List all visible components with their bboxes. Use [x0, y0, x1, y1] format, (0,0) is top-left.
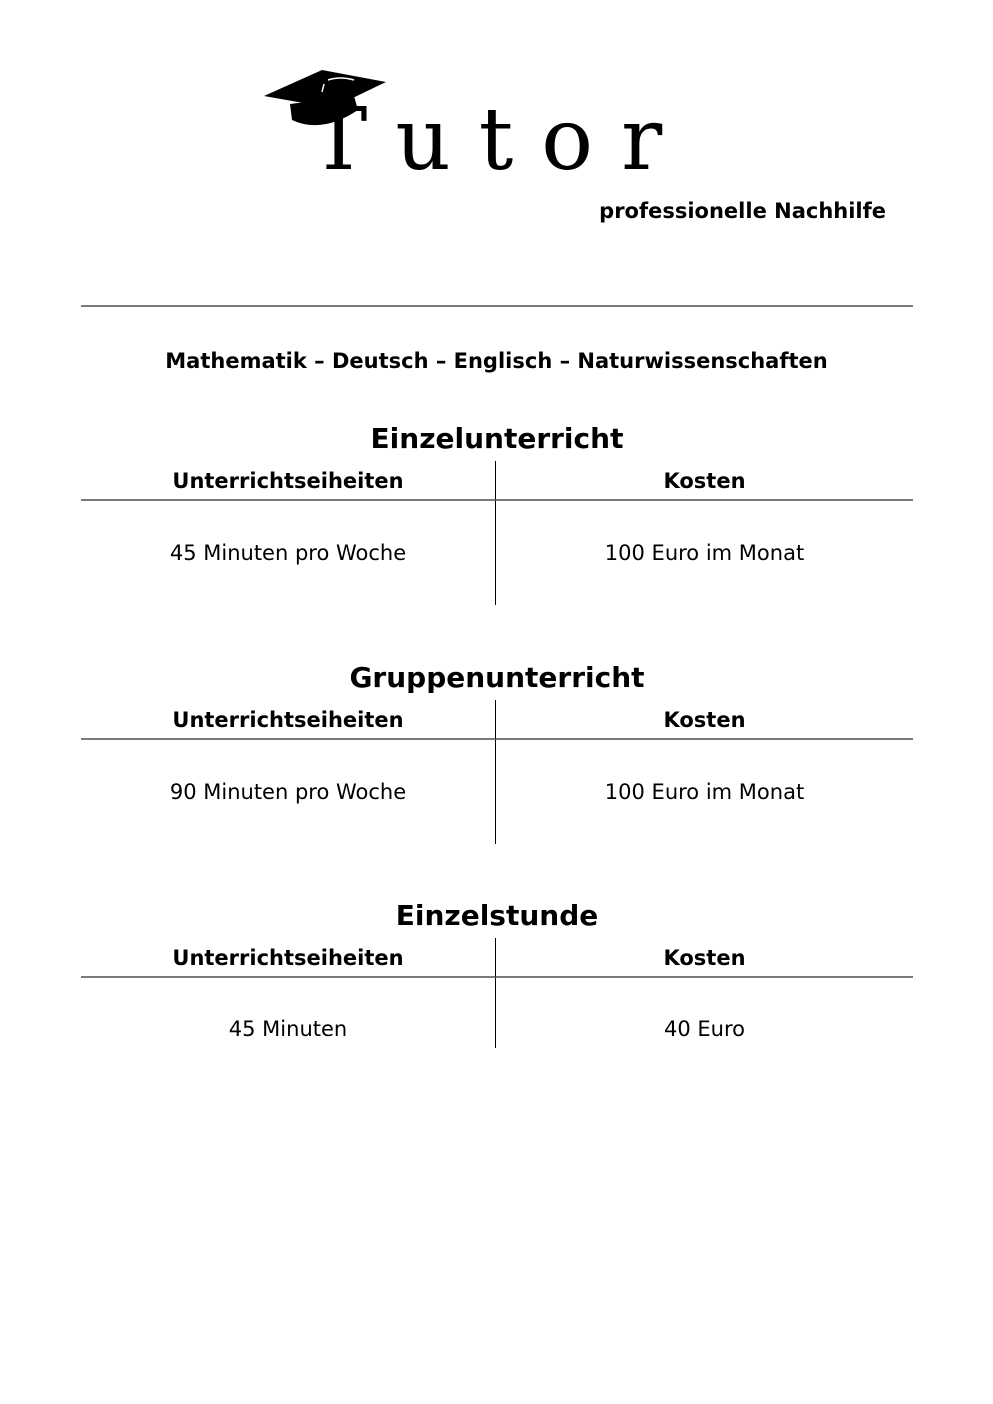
logo [262, 66, 702, 192]
section-title: Einzelstunde [395, 899, 599, 932]
cost-value: 100 Euro im Monat [604, 780, 805, 804]
units-value: 90 Minuten pro Woche [81, 740, 496, 844]
tagline: professionelle Nachhilfe [599, 199, 886, 223]
section-einzelunterricht [81, 417, 913, 605]
price-table [81, 700, 913, 844]
column-header-cost: Kosten [496, 938, 913, 978]
section-title: Einzelunterricht [370, 422, 624, 455]
column-header-units: Unterrichtseiheiten [81, 700, 496, 740]
subjects-line: Mathematik – Deutsch – Englisch – Naturwissenschaften [165, 349, 828, 373]
section-title: Gruppenunterricht [349, 661, 645, 694]
units-value: 45 Minuten [81, 978, 496, 1048]
column-header-units: Unterrichtseiheiten [81, 938, 496, 978]
column-header-units: Unterrichtseiheiten [81, 461, 496, 501]
section-gruppenunterricht [81, 656, 913, 844]
units-value: 45 Minuten pro Woche [81, 501, 496, 605]
section-einzelstunde [81, 894, 913, 1048]
cost-value: 40 Euro [664, 1017, 745, 1041]
brand-name: Tutor [310, 90, 691, 190]
divider [81, 305, 913, 307]
column-header-cost: Kosten [496, 700, 913, 740]
price-table [81, 461, 913, 605]
price-table [81, 938, 913, 1048]
column-header-cost: Kosten [496, 461, 913, 501]
cost-value: 100 Euro im Monat [604, 541, 805, 565]
